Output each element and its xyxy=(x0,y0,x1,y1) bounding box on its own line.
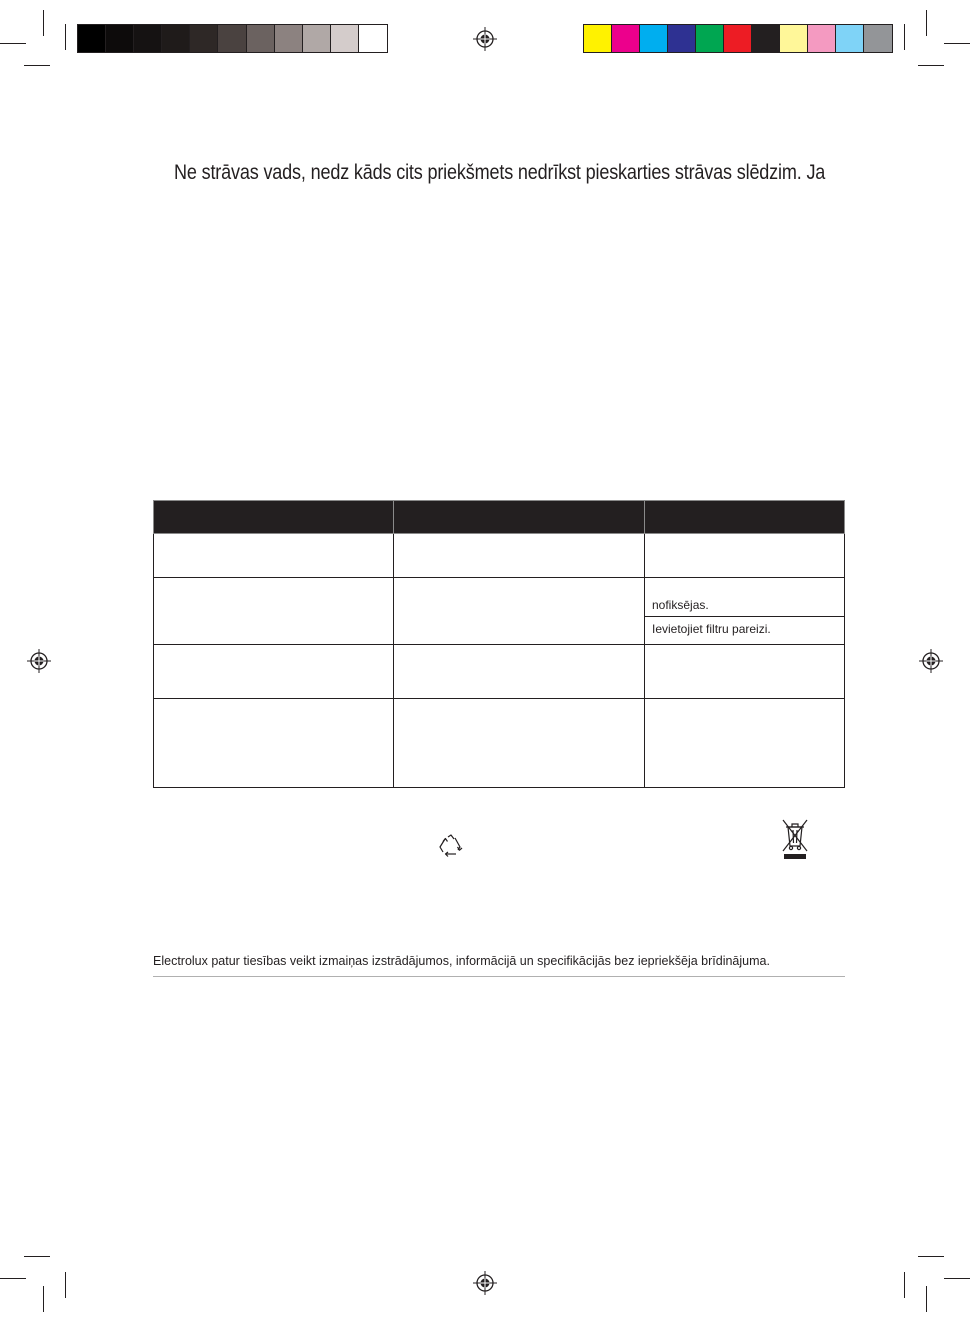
table-cell xyxy=(645,645,845,699)
calibration-swatch xyxy=(780,25,808,52)
table-cell xyxy=(154,578,394,645)
table-header-cell xyxy=(394,501,645,534)
crop-mark xyxy=(926,1286,927,1312)
registration-mark-icon xyxy=(27,649,51,673)
calibration-swatch xyxy=(808,25,836,52)
grayscale-calibration-bar xyxy=(77,24,388,53)
crop-mark xyxy=(0,1278,26,1279)
table-row xyxy=(154,578,845,645)
table-cell xyxy=(394,578,645,645)
table-cell xyxy=(154,534,394,578)
calibration-swatch xyxy=(724,25,752,52)
registration-mark-icon xyxy=(919,649,943,673)
crop-mark xyxy=(24,1256,50,1257)
table-cell-text: Ievietojiet filtru pareizi. xyxy=(652,622,771,636)
crop-mark xyxy=(43,10,44,36)
table-header-row xyxy=(154,501,845,534)
calibration-swatch xyxy=(640,25,668,52)
registration-mark-icon xyxy=(473,27,497,51)
recycle-icon xyxy=(438,833,464,859)
calibration-swatch xyxy=(752,25,780,52)
footer-divider xyxy=(153,976,845,977)
crop-mark xyxy=(904,1272,905,1298)
crop-mark xyxy=(24,65,50,66)
calibration-swatch xyxy=(668,25,696,52)
calibration-swatch xyxy=(275,25,303,52)
table-cell xyxy=(645,578,845,645)
crossed-out-bin-icon xyxy=(780,818,810,860)
table-row xyxy=(154,534,845,578)
table-row xyxy=(154,645,845,699)
table-cell xyxy=(645,534,845,578)
calibration-swatch xyxy=(78,25,106,52)
crop-mark xyxy=(944,1278,970,1279)
calibration-swatch xyxy=(134,25,162,52)
crop-mark xyxy=(918,65,944,66)
calibration-swatch xyxy=(359,25,387,52)
calibration-swatch xyxy=(190,25,218,52)
calibration-swatch xyxy=(303,25,331,52)
calibration-swatch xyxy=(584,25,612,52)
crop-mark xyxy=(918,1256,944,1257)
calibration-swatch xyxy=(247,25,275,52)
footer-disclaimer: Electrolux patur tiesības veikt izmaiņas izstrādājumos, informācijā un specifikācijās bez iepriekšēja brīdinājuma. xyxy=(153,954,770,968)
crop-mark xyxy=(904,24,905,50)
crop-mark xyxy=(65,24,66,50)
calibration-swatch xyxy=(106,25,134,52)
table-cell-text: nofiksējas. xyxy=(652,598,709,612)
table-header-cell xyxy=(154,501,394,534)
table-cell xyxy=(154,699,394,788)
calibration-swatch xyxy=(836,25,864,52)
table-cell xyxy=(394,645,645,699)
crop-mark xyxy=(944,43,970,44)
crop-mark xyxy=(926,10,927,36)
registration-mark-icon xyxy=(473,1271,497,1295)
table-header-cell xyxy=(645,501,845,534)
crop-mark xyxy=(43,1286,44,1312)
calibration-swatch xyxy=(864,25,892,52)
calibration-swatch xyxy=(331,25,359,52)
color-calibration-bar xyxy=(583,24,893,53)
calibration-swatch xyxy=(696,25,724,52)
calibration-swatch xyxy=(162,25,190,52)
table-cell xyxy=(394,534,645,578)
troubleshooting-table xyxy=(153,500,845,788)
warning-text: Ne strāvas vads, nedz kāds cits priekšmets nedrīkst pieskarties strāvas slēdzim. Ja xyxy=(174,161,826,184)
calibration-swatch xyxy=(218,25,246,52)
crop-mark xyxy=(0,43,26,44)
table-cell xyxy=(645,699,845,788)
table-row xyxy=(154,699,845,788)
calibration-swatch xyxy=(612,25,640,52)
table-cell xyxy=(394,699,645,788)
crop-mark xyxy=(65,1272,66,1298)
table-cell xyxy=(154,645,394,699)
